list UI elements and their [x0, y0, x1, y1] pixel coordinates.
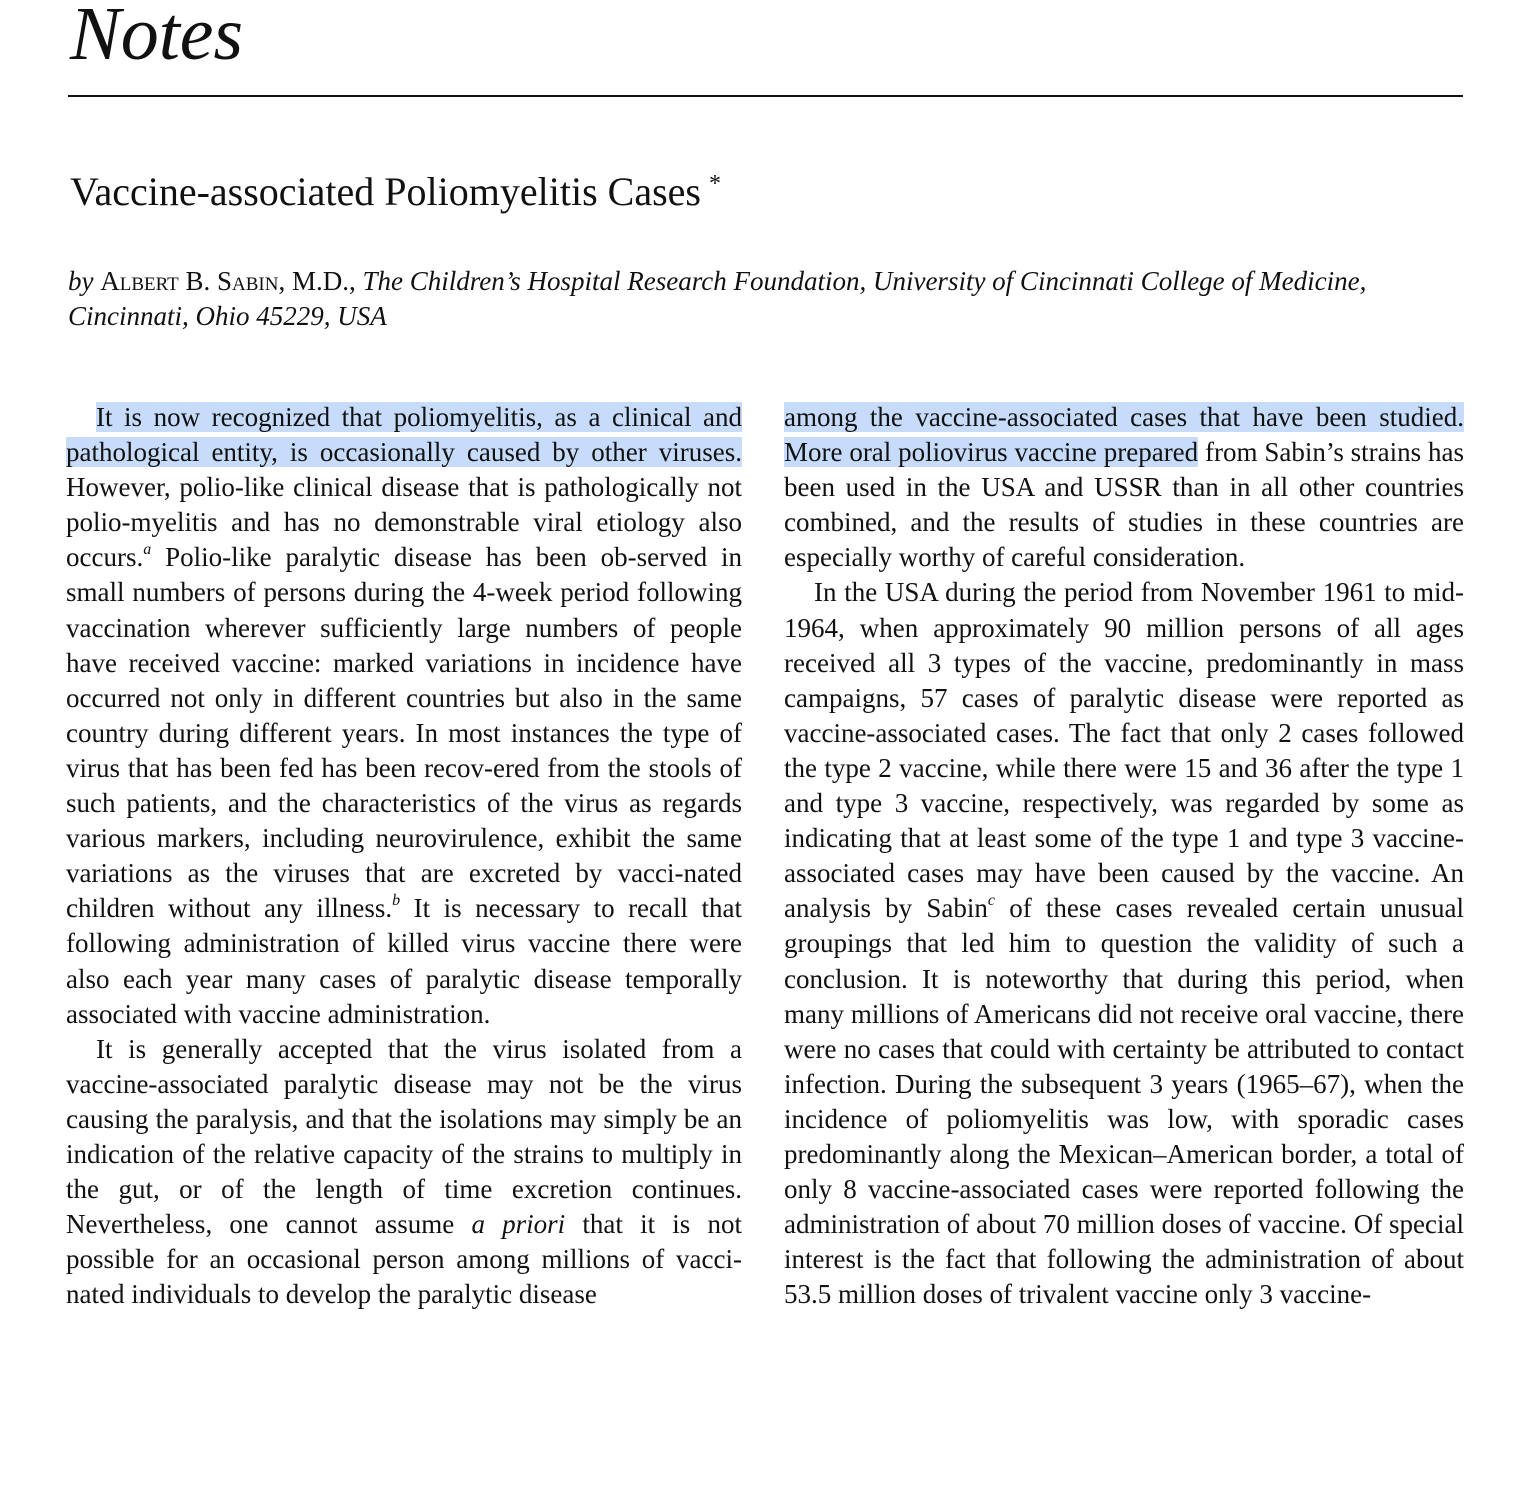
right-paragraph-2: [784, 575, 1464, 1312]
italic-phrase: a priori: [471, 1209, 566, 1240]
selected-text[interactable]: It is now recognized that poliomyelitis, as a clinical and pathological entity, is occasionally caused by other viruses.: [66, 402, 742, 468]
selected-text-continued[interactable]: among the vaccine-associated cases that have been studied. More oral poliovirus vaccine prepared: [784, 402, 1464, 468]
footnote-ref-b: b: [392, 892, 401, 910]
footnote-ref-c: c: [987, 892, 995, 910]
footnote-ref-a: a: [143, 541, 152, 559]
right-p2-text-a: In the USA during the period from November 1961 to mid-1964, when approximately 90 million persons of all ages received all 3 types of the vaccine, predominantly in mass campaigns, 57 cases of paralytic disease were reported as vaccine-associated cases. The fact that only 2 cases followed the type 2 vaccine, while there were 15 and 36 after the type 1 and type 3 vaccine, respectively, was regarded by some as indicating that at least some of the type 1 and type 3 vaccine-associated cases may have been caused by the vaccine. An analysis by Sabin: [784, 577, 1464, 924]
right-paragraph-1: [784, 400, 1464, 575]
article-title-text: Vaccine-associated Poliomyelitis Cases: [70, 169, 701, 214]
right-p1-text: from Sabin’s strains has been used in the USA and USSR than in all other countries combined, and the results of studies in these countries are especially worthy of careful consideration.: [784, 437, 1464, 573]
left-p2-text-a: It is generally accepted that the virus isolated from a vaccine-associated paralytic disease may not be the virus causing the paralysis, and that the isolations may simply be an indication of the relative capacity of the strains to multiply in the gut, or of the length of time excretion continues. Nevertheless, one cannot assume: [66, 1033, 742, 1240]
right-p2-text-b: of these cases revealed certain unusual groupings that led him to question the validity of such a conclusion. It is noteworthy that during this period, when many millions of Americans did not receive oral vaccine, there were no cases that could with certainty be attributed to contact infection. During the subsequent 3 years (1965–67), when the incidence of poliomyelitis was low, with sporadic cases predominantly along the Mexican–American border, a total of only 8 vaccine-associated cases were reported following the administration of about 70 million doses of vaccine. Of special interest is the fact that following the administration of about 53.5 million doses of trivalent vaccine only 3 vaccine-: [784, 893, 1464, 1310]
title-footnote-marker: *: [708, 171, 721, 197]
page-bottom-fade: [0, 1466, 1536, 1494]
author-affiliation: The Children’s Hospital Research Foundation, University of Cincinnati College of Medicine, Cincinnati, Ohio 45229, USA: [68, 266, 1367, 331]
header-rule: [68, 95, 1463, 97]
left-column: [66, 400, 742, 1312]
left-p1-text-b: Polio-like paralytic disease has been ob-served in small numbers of persons during the 4-week period following vaccination wherever sufficiently large numbers of people have received vaccine: marked variations in incidence have occurred not only in different countries but also in the same country during different years. In most instances the type of virus that has been fed has been recov-ered from the stools of such patients, and the characteristics of the virus as regards various markers, including neurovirulence, exhibit the same variations as the viruses that are excreted by vacci-nated children without any illness.: [66, 542, 742, 924]
right-column: [784, 400, 1464, 1312]
left-p2-text-b: that it is not possible for an occasional person among millions of vacci-nated individuals to develop the paralytic disease: [66, 1209, 742, 1310]
byline: [68, 264, 1443, 334]
byline-prefix: by: [68, 266, 94, 296]
section-title: Notes: [70, 0, 244, 76]
left-p1-text-a: However, polio-like clinical disease that is pathologically not polio-myelitis and has no demonstrable viral etiology also occurs.: [66, 472, 742, 573]
author-name: Albert B. Sabin, M.D.,: [100, 266, 356, 296]
article-title: [70, 170, 721, 214]
left-paragraph-1: [66, 400, 742, 1032]
left-p1-text-c: It is necessary to recall that following administration of killed virus vaccine there were also each year many cases of paralytic disease temporally associated with vaccine administration.: [66, 893, 742, 1029]
left-paragraph-2: [66, 1032, 742, 1313]
